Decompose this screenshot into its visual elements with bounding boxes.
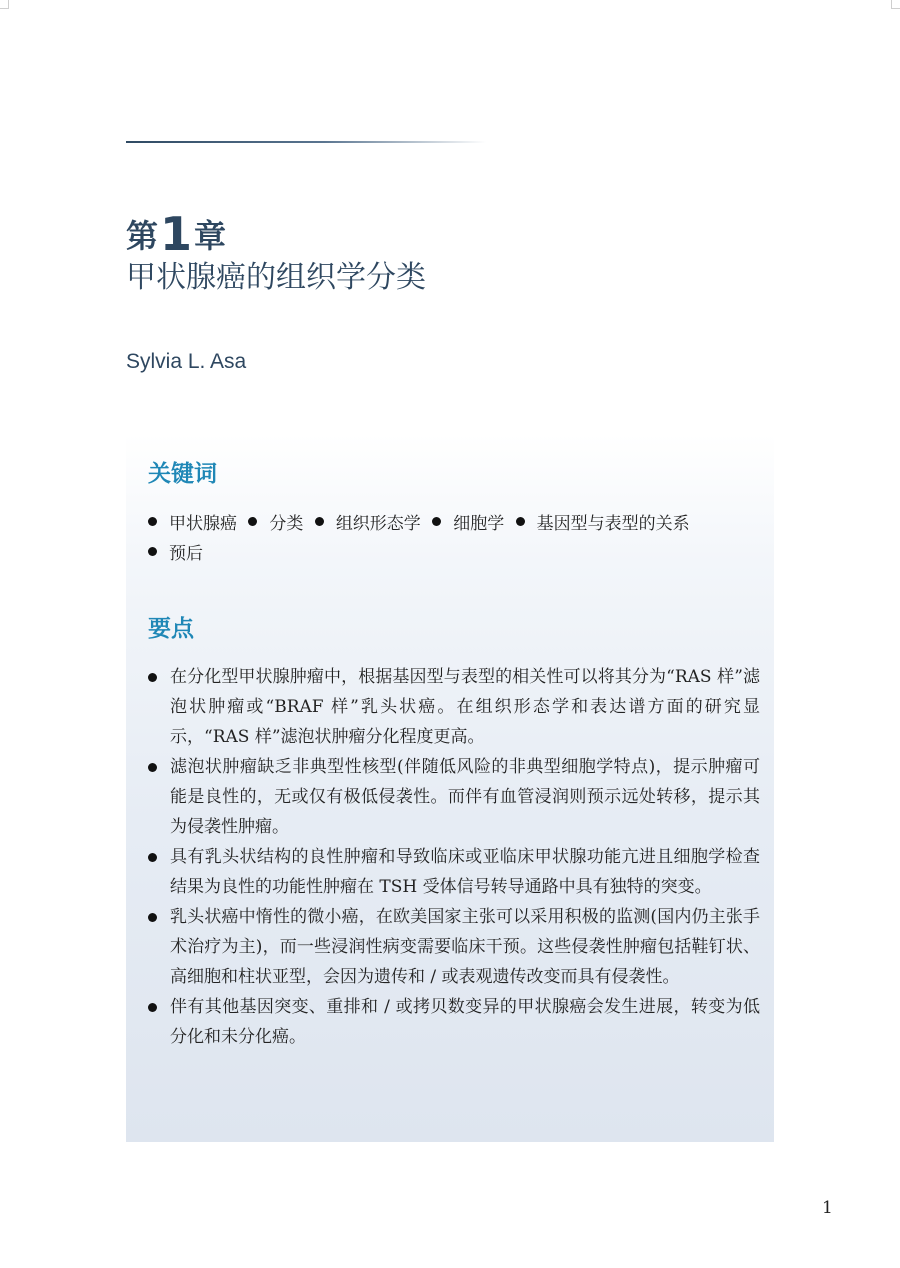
chapter-suffix: 章 [194, 217, 227, 255]
bullet-icon [248, 517, 257, 526]
author-name: Sylvia L. Asa [126, 350, 247, 373]
keywords-heading: 关键词 [148, 461, 217, 487]
keywords-line-2 [148, 539, 758, 569]
keywords-line-1 [148, 509, 758, 539]
key-point-item: 在分化型甲状腺肿瘤中，根据基因型与表型的相关性可以将其分为“RAS 样”滤泡状肿瘤或“BRAF 样”乳头状癌。在组织形态学和表达谱方面的研究显示，“RAS 样”滤泡状肿瘤分化程度更高。 [148, 662, 760, 752]
keyword-item: 分类 [248, 509, 303, 539]
keyword-item: 组织形态学 [315, 509, 421, 539]
bullet-icon [148, 673, 157, 682]
key-points-list [148, 662, 760, 1052]
bullet-icon [148, 517, 157, 526]
page-number: 1 [822, 1198, 833, 1218]
bullet-icon [432, 517, 441, 526]
key-point-item: 乳头状癌中惰性的微小癌，在欧美国家主张可以采用积极的监测(国内仍主张手术治疗为主)，而一些浸润性病变需要临床干预。这些侵袭性肿瘤包括鞋钉状、高细胞和柱状亚型，会因为遗传和 / 或表观遗传改变而具有侵袭性。 [148, 902, 760, 992]
keywords-list [148, 509, 758, 569]
keyword-item: 甲状腺癌 [148, 509, 237, 539]
keyword-item: 基因型与表型的关系 [516, 509, 690, 539]
key-point-item: 伴有其他基因突变、重排和 / 或拷贝数变异的甲状腺癌会发生进展，转变为低分化和未分化癌。 [148, 992, 760, 1052]
bullet-icon [148, 853, 157, 862]
keyword-item: 细胞学 [432, 509, 504, 539]
crop-mark-top-left [0, 0, 9, 9]
crop-mark-top-right [891, 0, 900, 9]
bullet-icon [148, 763, 157, 772]
key-points-heading: 要点 [148, 616, 194, 642]
key-point-item: 具有乳头状结构的良性肿瘤和导致临床或亚临床甲状腺功能亢进且细胞学检查结果为良性的功能性肿瘤在 TSH 受体信号转导通路中具有独特的突变。 [148, 842, 760, 902]
chapter-number: 1 [160, 207, 193, 261]
chapter-title: 甲状腺癌的组织学分类 [126, 260, 426, 295]
bullet-icon [315, 517, 324, 526]
chapter-prefix: 第 [126, 217, 159, 255]
header-rule [126, 141, 486, 143]
bullet-icon [148, 547, 157, 556]
keyword-item: 预后 [148, 539, 203, 569]
key-point-item: 滤泡状肿瘤缺乏非典型性核型(伴随低风险的非典型细胞学特点)，提示肿瘤可能是良性的，无或仅有极低侵袭性。而伴有血管浸润则预示远处转移，提示其为侵袭性肿瘤。 [148, 752, 760, 842]
bullet-icon [516, 517, 525, 526]
bullet-icon [148, 1003, 157, 1012]
bullet-icon [148, 913, 157, 922]
chapter-label [126, 207, 227, 261]
